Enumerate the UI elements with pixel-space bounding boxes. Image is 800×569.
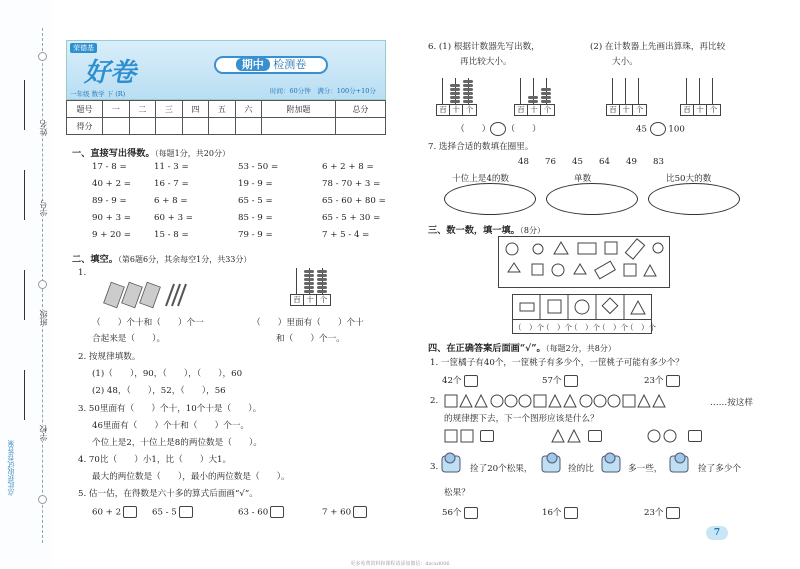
s4q1: 1. 一筐橘子有40个，一筐桃子有多少个，一筐桃子可能有多少个？	[430, 358, 684, 368]
score-header-cell: 六	[235, 101, 262, 118]
label-tens: 十	[304, 295, 317, 305]
name-line	[24, 80, 25, 130]
arithmetic-item: 40 + 2 =	[92, 179, 131, 189]
answer-option	[644, 374, 680, 387]
squirrel-a-icon	[600, 450, 626, 476]
answer-text: 23个	[644, 508, 664, 518]
s3-title: 三、数一数，填一填。	[428, 225, 520, 236]
section-2-title	[72, 251, 251, 265]
q6a2: 再比较大小。	[460, 57, 512, 67]
section-1-title	[72, 145, 230, 159]
q4a: 4. 70比（ ）小1，比（ ）大1。	[78, 455, 232, 465]
q4b: 最大的两位数是（ ），最小的两位数是（ ）。	[92, 472, 290, 482]
arithmetic-item: 16 - 7 =	[154, 179, 189, 189]
check-box[interactable]	[564, 375, 578, 387]
class-label: 班级	[39, 310, 48, 326]
abacus-place-label: 十	[450, 105, 463, 115]
shapes-box	[498, 236, 670, 288]
check-box[interactable]	[123, 506, 137, 518]
estimate-item	[92, 506, 137, 518]
score-input-cell[interactable]	[262, 118, 336, 135]
score-header-cell: 附加题	[262, 101, 336, 118]
binding-hole	[38, 52, 47, 61]
abacus-place-label: 百	[437, 105, 450, 115]
arithmetic-item: 9 + 20 =	[92, 230, 131, 240]
school-line	[24, 370, 25, 420]
score-input-cell[interactable]	[335, 118, 385, 135]
answer-option	[442, 374, 478, 387]
stick-bundles-image	[102, 280, 197, 310]
cmp-left-num: 45	[636, 124, 647, 135]
q1-number: 1.	[78, 268, 87, 278]
score-table	[66, 100, 386, 135]
arithmetic-item: 85 - 9 =	[238, 213, 273, 223]
page-number: 7	[706, 526, 728, 540]
s4q3d: 多一些，	[628, 464, 663, 474]
s4q3-num: 3.	[430, 462, 439, 472]
arithmetic-item: 7 + 5 - 4 =	[322, 230, 370, 240]
estimate-expr: 60 + 2	[92, 507, 122, 518]
q6a: 6. (1) 根据计数器先写出数，	[428, 42, 540, 52]
binding-hole	[38, 495, 47, 504]
arithmetic-item: 17 - 8 =	[92, 162, 127, 172]
compare-circle[interactable]	[490, 122, 506, 136]
arithmetic-item: 65 - 60 + 80 =	[322, 196, 386, 206]
section-3-title	[428, 222, 545, 236]
score-input-cell[interactable]	[182, 118, 209, 135]
q5: 5. 估一估，在得数是六十多的算式后面画“√”。	[78, 489, 258, 499]
score-header-cell: 二	[129, 101, 156, 118]
time: 时间：60分钟	[270, 87, 311, 95]
check-box[interactable]	[564, 507, 578, 519]
score-input-cell[interactable]	[103, 118, 130, 135]
s4q3f: 松果？	[444, 488, 470, 498]
s4q2b: 的规律摆下去，下一个图形应该是什么？	[444, 414, 599, 424]
label-hundreds: 百	[291, 295, 304, 305]
binding-hole	[38, 280, 47, 289]
q3c: 个位上是2，十位上是8的两位数是（ ）。	[92, 438, 262, 448]
banner-mid: 期中	[236, 58, 270, 71]
tally-shapes	[512, 294, 652, 320]
s1-points: （每题1分，共20分）	[154, 149, 230, 158]
label-ones: 个	[319, 295, 328, 304]
arithmetic-item: 79 - 9 =	[238, 230, 273, 240]
oval-gt-50[interactable]	[648, 183, 740, 215]
answer-text: 56个	[442, 508, 462, 518]
arithmetic-item: 65 - 5 + 30 =	[322, 213, 381, 223]
blank-2[interactable]: （ ）	[506, 124, 541, 135]
section-4-title	[428, 340, 616, 354]
score-header-cell: 题号	[67, 101, 103, 118]
candidate-number: 45	[572, 157, 583, 167]
tally-count[interactable]: （ ）个	[626, 323, 656, 332]
abacus-place-label: 十	[528, 105, 541, 115]
score-input-cell[interactable]	[129, 118, 156, 135]
full-score: 满分：100分+10分	[317, 87, 376, 95]
candidate-number: 76	[545, 157, 556, 167]
arithmetic-item: 89 - 9 =	[92, 196, 127, 206]
arithmetic-item: 6 + 2 + 8 =	[322, 162, 374, 172]
option-box[interactable]	[478, 430, 494, 442]
score-header-cell: 五	[209, 101, 236, 118]
s4q3e: 捡了多少个	[698, 464, 741, 474]
q6b2: 大小。	[612, 57, 638, 67]
q3b: 46里面有（ ）个十和（ ）个一。	[92, 421, 250, 431]
arithmetic-item: 15 - 8 =	[154, 230, 189, 240]
s4q3c: 捡的比	[568, 464, 594, 474]
answer-text: 23个	[644, 376, 664, 386]
s4q2-tail: ……按这样	[710, 398, 753, 408]
answer-option	[644, 506, 680, 519]
id-label: 学号	[39, 200, 48, 216]
abacus-place-label: 十	[620, 105, 633, 115]
check-box[interactable]	[353, 506, 367, 518]
footer-note: 更多免费资料和课程请添加微信：dzcxd006	[350, 561, 450, 567]
q6-compare-left	[456, 122, 541, 136]
s4-points: （每题2分，共8分）	[545, 344, 616, 353]
check-box[interactable]	[666, 507, 680, 519]
s4q2-num: 2.	[430, 396, 439, 406]
candidate-number: 64	[599, 157, 610, 167]
q2a: (1)（ ），90，（ ），（ ），60	[92, 369, 243, 379]
exam-banner	[214, 56, 328, 74]
edition: 一年级 数学 下 (R)	[70, 90, 126, 98]
abacus-place-label: 个	[465, 105, 474, 114]
check-box[interactable]	[464, 375, 478, 387]
answer-text: 42个	[442, 376, 462, 386]
q1c: 合起来是（ ）。	[92, 334, 166, 344]
tally-count[interactable]: （ ）个	[542, 323, 572, 332]
candidate-number: 49	[626, 157, 637, 167]
s1-title: 一、直接写出得数。	[72, 148, 155, 159]
answer-option	[542, 374, 578, 387]
estimate-expr: 65 - 5	[152, 507, 177, 518]
score-header-cell: 三	[156, 101, 183, 118]
arithmetic-item: 65 - 5 =	[238, 196, 273, 206]
q7: 7. 选择合适的数填在圈里。	[428, 142, 534, 152]
option-box[interactable]	[586, 430, 602, 442]
arithmetic-item: 11 - 3 =	[154, 162, 189, 172]
q2b: (2) 48，（ ），52，（ ），56	[92, 386, 226, 396]
tally-count[interactable]: （ ）个	[598, 323, 628, 332]
tally-count[interactable]: （ ）个	[514, 323, 544, 332]
score-header-cell: 四	[182, 101, 209, 118]
abacus-place-label: 个	[635, 105, 644, 114]
abacus-place-label: 百	[681, 105, 694, 115]
score-input-cell[interactable]	[156, 118, 183, 135]
abacus-place-label: 个	[709, 105, 718, 114]
score-header-cell: 总分	[335, 101, 385, 118]
banner-title: 检测卷	[273, 58, 307, 71]
oval-tens-4[interactable]	[444, 183, 536, 215]
q6b: (2) 在计数器上先画出算珠，再比较	[590, 42, 726, 52]
candidate-number: 48	[518, 157, 529, 167]
abacus-place-label: 百	[607, 105, 620, 115]
s4-title: 四、在正确答案后面画“√”。	[428, 343, 546, 354]
promo-text: 点此获取试卷答案	[7, 440, 15, 496]
squirrel-b-icon	[540, 450, 566, 476]
estimate-item	[322, 506, 367, 518]
candidate-number: 83	[653, 157, 664, 167]
id-line	[24, 170, 25, 220]
category-label: 比50大的数	[666, 174, 712, 184]
squirrel-a-icon	[440, 450, 466, 476]
category-label: 十位上是4的数	[452, 174, 510, 184]
answer-option	[542, 506, 578, 519]
exam-time	[270, 86, 376, 95]
squirrel-b-icon	[668, 450, 694, 476]
check-box[interactable]	[464, 507, 478, 519]
school-label: 学校	[39, 425, 48, 441]
q1d: 和（ ）个一。	[276, 334, 345, 344]
tally-count[interactable]: （ ）个	[570, 323, 600, 332]
score-header-cell: 一	[103, 101, 130, 118]
estimate-item	[152, 506, 193, 518]
oval-odd[interactable]	[546, 183, 638, 215]
arithmetic-item: 19 - 9 =	[238, 179, 273, 189]
abacus-place-label: 个	[543, 105, 552, 114]
estimate-item	[238, 506, 284, 518]
option-box[interactable]	[686, 430, 702, 442]
score-input-cell[interactable]	[209, 118, 236, 135]
q2: 2. 按规律填数。	[78, 352, 141, 362]
name-label: 姓名	[39, 120, 48, 136]
arithmetic-item: 78 - 70 + 3 =	[322, 179, 381, 189]
score-input-cell[interactable]	[235, 118, 262, 135]
arithmetic-item: 6 + 8 =	[154, 196, 188, 206]
abacus-place-label: 十	[694, 105, 707, 115]
check-box[interactable]	[270, 506, 284, 518]
pattern-shapes	[444, 393, 712, 409]
arithmetic-item: 60 + 3 =	[154, 213, 193, 223]
compare-circle[interactable]	[650, 122, 666, 136]
blank-1[interactable]: （ ）	[456, 124, 491, 135]
category-label: 单数	[574, 174, 592, 184]
s4q3b: 捡了20个松果，	[470, 464, 533, 474]
abacus-place-label: 百	[515, 105, 528, 115]
logo: 好卷	[84, 58, 137, 88]
q3a: 3. 50里面有（ ）个十，10个十是（ ）。	[78, 404, 262, 414]
brand-badge: 荣德基	[70, 43, 97, 53]
q1a: （ ）个十和（ ）个一	[92, 318, 204, 328]
answer-option	[442, 506, 478, 519]
arithmetic-item: 53 - 50 =	[238, 162, 279, 172]
cmp-right-num: 100	[668, 124, 685, 135]
estimate-expr: 7 + 60	[322, 507, 352, 518]
answer-text: 57个	[542, 376, 562, 386]
s2-title: 二、填空。	[72, 254, 118, 265]
s3-points: （8分）	[519, 226, 545, 235]
answer-text: 16个	[542, 508, 562, 518]
score-label-cell: 得分	[67, 118, 103, 135]
class-line	[24, 270, 25, 320]
arithmetic-item: 90 + 3 =	[92, 213, 131, 223]
check-box[interactable]	[179, 506, 193, 518]
q1b: （ ）里面有（ ）个十	[252, 318, 364, 328]
check-box[interactable]	[666, 375, 680, 387]
estimate-expr: 63 - 60	[238, 507, 269, 518]
s2-points: （第6题6分，其余每空1分，共33分）	[117, 255, 252, 264]
q6-compare-right	[636, 122, 685, 136]
